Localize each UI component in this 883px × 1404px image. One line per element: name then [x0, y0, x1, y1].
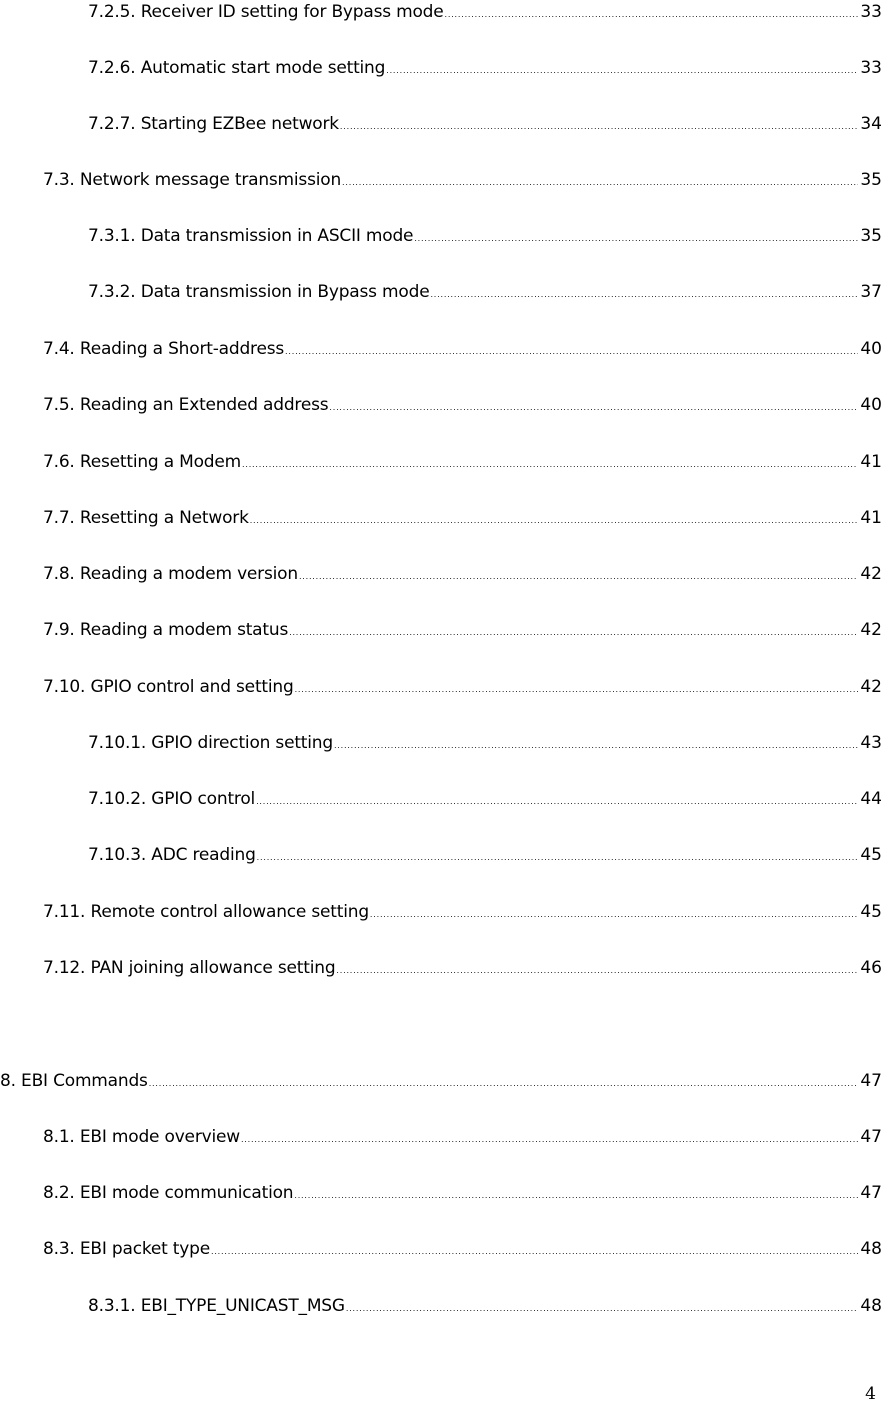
toc-entry[interactable] [43, 618, 882, 642]
dot-leader [346, 1305, 859, 1318]
toc-entry-page: 47 [860, 1127, 882, 1147]
toc-entry[interactable] [88, 787, 882, 811]
toc-entry-title [43, 900, 369, 924]
toc-entry-text: Receiver ID setting for Bypass mode [140, 2, 444, 22]
toc-entry-text: Remote control allowance setting [90, 902, 369, 922]
dot-leader [256, 798, 858, 811]
toc-entry-title [88, 0, 444, 24]
toc-entry[interactable] [88, 0, 882, 24]
dot-leader [285, 348, 858, 361]
toc-entry-text: PAN joining allowance setting [90, 958, 336, 978]
dot-leader [414, 235, 858, 248]
toc-entry-number: 7.12. [43, 958, 86, 978]
toc-entry-text: Data transmission in ASCII mode [140, 226, 414, 246]
toc-entry-number: 7.2.5. [88, 2, 136, 22]
toc-entry-number: 7.3. [43, 170, 75, 190]
dot-leader [294, 1192, 858, 1205]
toc-entry-text: EBI mode overview [79, 1127, 240, 1147]
toc-entry-text: GPIO control [151, 789, 256, 809]
toc-entry-number: 8. [0, 1071, 16, 1091]
toc-entry-page: 42 [860, 620, 882, 640]
toc-entry-page: 33 [860, 58, 882, 78]
toc-entry-title [88, 787, 255, 811]
toc-entry-page: 47 [860, 1071, 882, 1091]
toc-entry-text: Starting EZBee network [140, 114, 339, 134]
toc-entry-number: 7.9. [43, 620, 75, 640]
toc-entry-text: Reading a Short-address [79, 339, 285, 359]
toc-entry-text: ADC reading [151, 845, 256, 865]
toc-entry-page: 34 [860, 114, 882, 134]
toc-entry-title [43, 1237, 210, 1261]
toc-entry[interactable] [88, 731, 882, 755]
toc-entry-title [88, 112, 339, 136]
toc-entry-title [43, 1181, 293, 1205]
toc-entry-number: 7.7. [43, 508, 75, 528]
dot-leader [329, 404, 858, 417]
dot-leader [295, 686, 859, 699]
toc-entry-number: 7.8. [43, 564, 75, 584]
toc-entry-page: 42 [860, 677, 882, 697]
toc-entry-number: 7.11. [43, 902, 86, 922]
toc-entry-page: 44 [860, 789, 882, 809]
toc-entry[interactable] [88, 112, 882, 136]
toc-entry-page: 45 [860, 902, 882, 922]
toc-entry-number: 7.10.2. [88, 789, 147, 809]
toc-entry-number: 7.6. [43, 452, 75, 472]
dot-leader [334, 742, 858, 755]
toc-entry[interactable] [88, 843, 882, 867]
toc-entry-title [43, 393, 328, 417]
toc-entry-text: EBI Commands [21, 1071, 148, 1091]
dot-leader [299, 573, 858, 586]
dot-leader [342, 179, 858, 192]
toc-entry-number: 8.3.1. [88, 1296, 136, 1316]
toc-entry[interactable] [88, 280, 882, 304]
toc-entry-text: Reading a modem version [79, 564, 298, 584]
toc-entry[interactable] [43, 562, 882, 586]
toc-entry-number: 7.10. [43, 677, 86, 697]
dot-leader [149, 1080, 859, 1093]
toc-entry-number: 8.1. [43, 1127, 75, 1147]
toc-entry-text: Reading a modem status [79, 620, 289, 640]
toc-entry[interactable] [43, 393, 882, 417]
dot-leader [241, 1136, 858, 1149]
toc-entry-title [88, 843, 256, 867]
toc-entry-text: Network message transmission [79, 170, 342, 190]
page-number: 4 [865, 1384, 876, 1404]
toc-entry-title [43, 506, 249, 530]
toc-entry-number: 7.3.2. [88, 282, 136, 302]
dot-leader [242, 461, 858, 474]
toc-entry-page: 37 [860, 282, 882, 302]
dot-leader [289, 629, 858, 642]
toc-entry-page: 46 [860, 958, 882, 978]
toc-entry-page: 42 [860, 564, 882, 584]
toc-entry-title [43, 956, 335, 980]
toc-entry-page: 45 [860, 845, 882, 865]
dot-leader [250, 517, 859, 530]
toc-entry-page: 40 [860, 339, 882, 359]
toc-entry-number: 7.4. [43, 339, 75, 359]
toc-entry[interactable] [0, 1069, 882, 1093]
toc-entry[interactable] [43, 337, 882, 361]
toc-entry-text: EBI_TYPE_UNICAST_MSG [140, 1296, 345, 1316]
toc-entry-text: EBI packet type [79, 1239, 210, 1259]
toc-entry-title [43, 168, 341, 192]
toc-entry-title [88, 224, 413, 248]
toc-entry-number: 8.2. [43, 1183, 75, 1203]
toc-entry-number: 7.10.3. [88, 845, 147, 865]
toc-entry-page: 48 [860, 1239, 882, 1259]
toc-entry-number: 7.2.7. [88, 114, 136, 134]
toc-entry-text: Automatic start mode setting [140, 58, 386, 78]
toc-entry-text: Resetting a Network [79, 508, 249, 528]
dot-leader [336, 967, 858, 980]
toc-entry[interactable] [43, 675, 882, 699]
toc-entry-text: Data transmission in Bypass mode [140, 282, 430, 302]
toc-entry[interactable] [43, 168, 882, 192]
toc-entry-text: Resetting a Modem [79, 452, 242, 472]
toc-entry-page: 40 [860, 395, 882, 415]
toc-entry[interactable] [43, 1125, 882, 1149]
toc-entry-page: 41 [860, 508, 882, 528]
dot-leader [386, 67, 858, 80]
dot-leader [211, 1248, 858, 1261]
toc-entry-title [88, 56, 385, 80]
toc-entry-number: 7.2.6. [88, 58, 136, 78]
toc-entry[interactable] [88, 56, 882, 80]
toc-entry[interactable] [43, 506, 882, 530]
toc-entry-title [43, 337, 284, 361]
toc-entry-title [0, 1069, 148, 1093]
toc-entry-page: 43 [860, 733, 882, 753]
toc-entry-number: 7.3.1. [88, 226, 136, 246]
toc-entry-title [43, 450, 241, 474]
toc-entry-page: 33 [860, 2, 882, 22]
toc-entry-number: 8.3. [43, 1239, 75, 1259]
toc-entry-title [88, 1294, 345, 1318]
toc-entry-page: 47 [860, 1183, 882, 1203]
toc-entry-page: 35 [860, 226, 882, 246]
toc-entry[interactable] [43, 1237, 882, 1261]
dot-leader [340, 123, 858, 136]
toc-entry-number: 7.5. [43, 395, 75, 415]
toc-entry-text: GPIO direction setting [151, 733, 333, 753]
dot-leader [445, 11, 859, 24]
toc-entry[interactable] [43, 1181, 882, 1205]
toc-entry[interactable] [43, 900, 882, 924]
toc-entry-title [88, 731, 333, 755]
toc-entry[interactable] [43, 450, 882, 474]
toc-entry-page: 48 [860, 1296, 882, 1316]
toc-entry-title [43, 618, 288, 642]
toc-entry-text: EBI mode communication [79, 1183, 294, 1203]
dot-leader [257, 854, 859, 867]
toc-entry[interactable] [88, 1294, 882, 1318]
dot-leader [430, 291, 858, 304]
toc-entry-title [88, 280, 429, 304]
toc-entry-page: 35 [860, 170, 882, 190]
toc-entry[interactable] [43, 956, 882, 980]
toc-entry-title [43, 1125, 240, 1149]
toc-entry-title [43, 675, 294, 699]
toc-entry[interactable] [88, 224, 882, 248]
toc-entry-title [43, 562, 298, 586]
toc-entry-text: GPIO control and setting [90, 677, 294, 697]
toc-entry-page: 41 [860, 452, 882, 472]
toc-entry-number: 7.10.1. [88, 733, 147, 753]
dot-leader [370, 911, 858, 924]
toc-entry-text: Reading an Extended address [79, 395, 329, 415]
